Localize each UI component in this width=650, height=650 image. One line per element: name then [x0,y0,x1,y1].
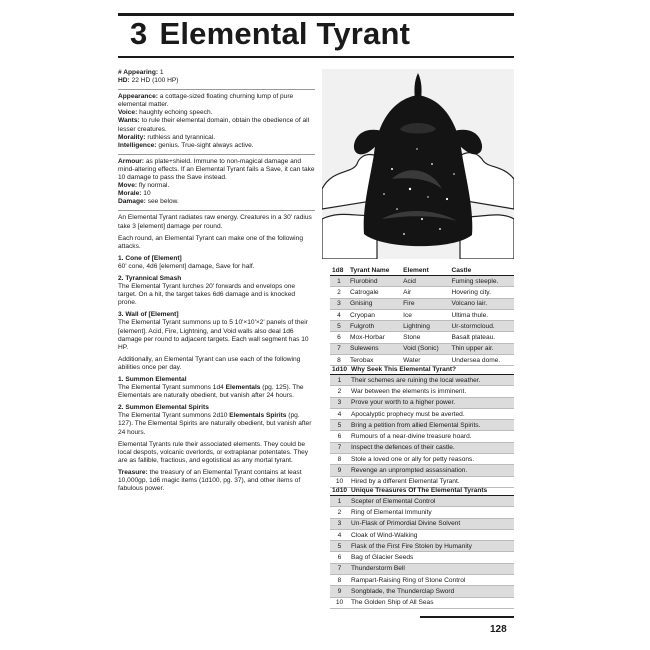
table-row: 1 Their schemes are ruining the local weather. [330,375,514,386]
attacks-intro: Each round, an Elemental Tyrant can make one of the following attacks. [118,234,303,250]
footer-rule [420,616,514,618]
stat-group-basic [118,69,315,85]
ability-1-text: The Elemental Tyrant summons 1d4 Elementals (pg. 125). The Elementals are naturally obedient, but vanish after 24 hours. [118,384,304,400]
table-row: 3 Prove your worth to a higher power. [330,397,514,408]
table-row: 8 Stole a loved one or ally for petty reasons. [330,454,514,465]
stat-intelligence: Intelligence: genius. True-sight always active. [118,141,254,149]
col-header: 1d10 [332,366,348,373]
stat-block-column [118,69,315,497]
table-row: 8 Rampart-Raising Ring of Stone Control [330,575,514,586]
ability-1-heading: 1. Summon Elemental [118,376,187,383]
col-header: Tyrant Name [348,266,401,276]
table-row: 7 Inspect the defences of their castle. [330,442,514,453]
stat-wants: Wants: to rule their elemental domain, obtain the obedience of all lesser creatures. [118,117,310,133]
col-header: 1d10 [332,487,348,494]
aura-paragraph: An Elemental Tyrant radiates raw energy. Creatures in a 30' radius take 3 [element] damage per round. [118,214,312,230]
col-header: Castle [449,266,514,276]
stat-group-combat [118,158,315,207]
elemental-tyrant-illustration [322,69,514,259]
page-title [118,14,514,54]
table-row: 9 Songblade, the Thunderclap Sword [330,586,514,597]
table-row: 1 Scepter of Elemental Control [330,496,514,507]
treasure-paragraph: Treasure: the treasury of an Elemental Tyrant contains at least 10,000gp, 1d6 magic items (1d100, pg. 37), and other items of fabulous power. [118,468,302,493]
table-row: 4 Apocalyptic prophecy must be averted. [330,408,514,419]
attack-2-heading: 2. Tyrannical Smash [118,274,182,282]
attack-2-text: The Elemental Tyrant lurches 20' forwards and envelops one target. On a hit, the target takes 6d6 damage and is knocked prone. [118,283,296,307]
table-row: 10 The Golden Ship of All Seas [330,597,514,608]
tyrant-name-table [330,266,514,366]
table-row: 7 Thunderstorm Bell [330,563,514,574]
stat-appearing: # Appearing: 1 [118,69,164,76]
title-rule [118,56,514,58]
divider [118,210,315,211]
table-row: 10 Hired by a different Elemental Tyrant. [330,476,514,487]
table-row: 9 Revenge an unprompted assassination. [330,465,514,476]
attack-3-text: The Elemental Tyrant summons up to 5 10'×10'×2' panels of their [element]. Acid, Fire, Lightning, and Void walls also deal 1d6 damage per round to adjacent targets. Each wall segment has 10 HP. [118,319,309,351]
stat-voice: Voice: haughty echoing speech. [118,109,213,117]
stat-appearance: Appearance: a cottage-sized floating churning lump of pure elemental matter. [118,93,294,109]
table-row: 7 Sulewens Void (Sonic) Thin upper air. [330,343,514,354]
divider [118,89,315,90]
table-row: 6 Bag of Glacier Seeds [330,552,514,563]
attack-1-heading: 1. Cone of [Element] [118,254,182,262]
table-row: 6 Mox-Horbar Stone Basalt plateau. [330,332,514,343]
table-row: 5 Flask of the First Fire Stolen by Humanity [330,541,514,552]
table-row: 4 Cryopan Ice Ultima thule. [330,309,514,320]
stat-damage: Damage: see below. [118,198,179,206]
table-row: 4 Cloak of Wind-Walking [330,529,514,540]
stat-hd: HD: 22 HD (100 HP) [118,77,179,85]
attack-3-heading: 3. Wall of [Element] [118,311,179,319]
divider [118,154,315,155]
table-row: 2 Catrogale Air Hovering city. [330,287,514,298]
stat-group-personality [118,93,315,150]
ability-2-heading: 2. Summon Elemental Spirits [118,404,209,412]
table-row: 5 Fulgroth Lightning Ur-stormcloud. [330,321,514,332]
table-row: 6 Rumours of a near-divine treasure hoard. [330,431,514,442]
col-header: Why Seek This Elemental Tyrant? [349,365,514,375]
table-row: 5 Bring a petition from allied Elemental Spirits. [330,420,514,431]
attack-1-text: 60' cone, 4d6 [element] damage, Save for half. [118,262,255,270]
stat-morality: Morality: ruthless and tyrannical. [118,133,216,141]
tyrant-drawing [322,69,514,259]
table-row: 1 Flurobind Acid Fuming steeple. [330,276,514,287]
table-row: 3 Gnising Fire Volcano lair. [330,298,514,309]
unique-treasures-table [330,486,514,609]
entry-title: Elemental Tyrant [159,16,411,51]
ability-2-text: The Elemental Tyrant summons 2d10 Elementals Spirits (pg. 127). The Elemental Spirits are naturally obedient, but vanish after 24 hours. [118,412,312,436]
stat-armour: Armour: as plate+shield. Immune to non-magical damage and mind-altering effects. If an Elemental Tyrant fails a Save, it can take 10 damage to pass the Save instead. [118,157,315,182]
col-header: Unique Treasures Of The Elemental Tyrants [349,486,514,496]
abilities-intro: Additionally, an Elemental Tyrant can use each of the following abilities once per day. [118,355,301,371]
stat-move: Move: fly normal. [118,182,170,190]
page-number: 128 [490,624,507,635]
table-row: 8 Terobax Water Undersea dome. [330,355,514,366]
why-seek-table [330,365,514,488]
col-header: 1d8 [330,266,348,276]
table-row: 3 Un-Flask of Primordial Divine Solvent [330,518,514,529]
table-row: 2 Ring of Elemental Immunity [330,507,514,518]
table-row: 2 War between the elements is imminent. [330,386,514,397]
stat-morale: Morale: 10 [118,190,151,198]
col-header: Element [401,266,449,276]
lore-paragraph: Elemental Tyrants rule their associated elements. They could be local despots, volcanic overlords, or extraplanar potentates. They are as fallible, fractious, and egotistical as any mortal tyrant. [118,440,309,464]
entry-number: 3 [130,16,148,51]
